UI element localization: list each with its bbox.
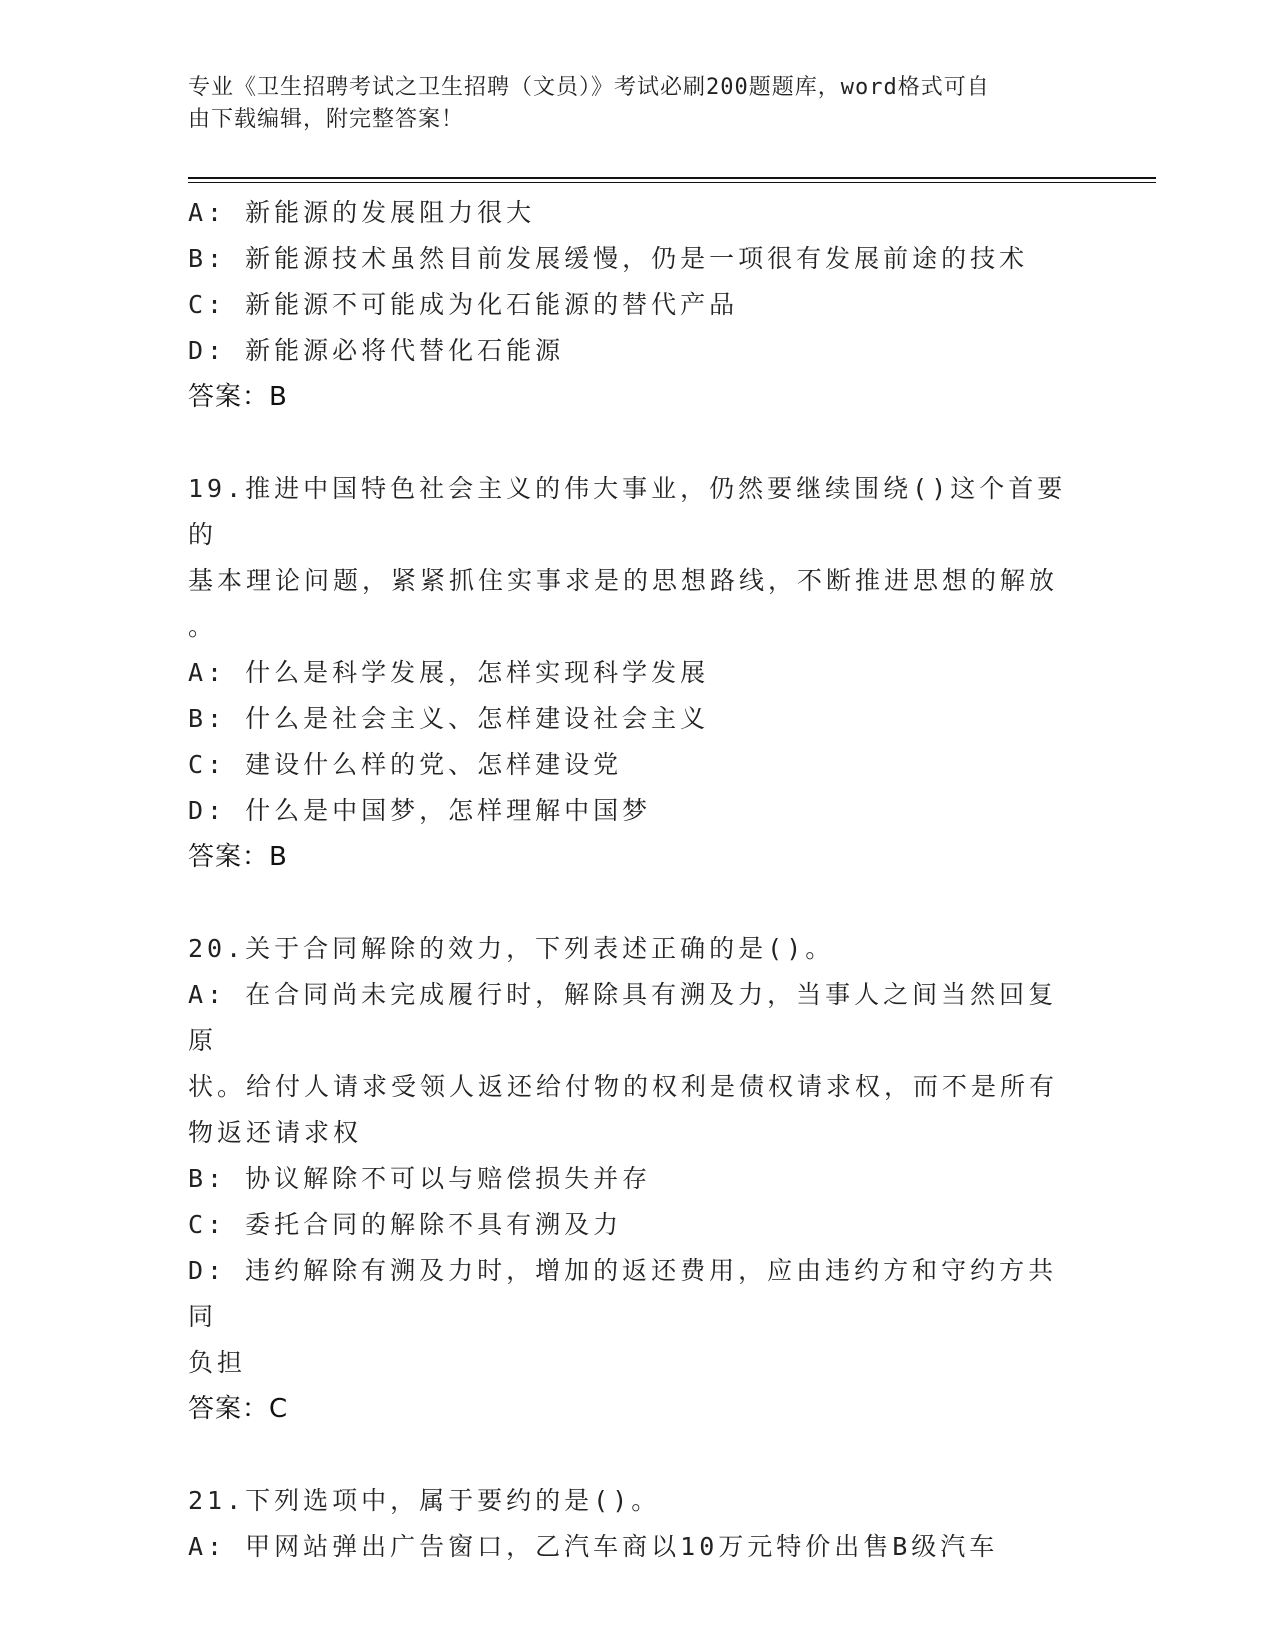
option-d-continued: 负担 xyxy=(188,1348,247,1377)
header-rule-thick xyxy=(188,177,1156,179)
option-d: D: 违约解除有溯及力时，增加的返还费用，应由违约方和守约方共同 xyxy=(188,1256,1058,1331)
option-d: D: 新能源必将代替化石能源 xyxy=(188,336,565,365)
spacer xyxy=(188,420,1078,466)
question-21 xyxy=(188,1478,1078,1570)
option-a: A: 在合同尚未完成履行时，解除具有溯及力，当事人之间当然回复原 xyxy=(188,980,1058,1055)
question-stem-line: 21.下列选项中，属于要约的是()。 xyxy=(188,1486,661,1515)
header-title-line-1: 专业《卫生招聘考试之卫生招聘（文员）》考试必刷200题题库，word格式可自 xyxy=(188,75,990,100)
option-c: C: 新能源不可能成为化石能源的替代产品 xyxy=(188,290,739,319)
question-19 xyxy=(188,466,1078,880)
spacer xyxy=(188,1432,1078,1478)
question-stem-line: 19.推进中国特色社会主义的伟大事业，仍然要继续围绕()这个首要的 xyxy=(188,474,1067,549)
question-20 xyxy=(188,926,1078,1432)
question-18-partial xyxy=(188,190,1078,420)
question-stem-line: 20.关于合同解除的效力，下列表述正确的是()。 xyxy=(188,934,835,963)
option-a: A: 新能源的发展阻力很大 xyxy=(188,198,536,227)
option-a: A: 什么是科学发展，怎样实现科学发展 xyxy=(188,658,710,687)
option-b: B: 什么是社会主义、怎样建设社会主义 xyxy=(188,704,710,733)
header-title-line-2: 由下载编辑，附完整答案！ xyxy=(188,107,465,132)
option-b: B: 协议解除不可以与赔偿损失并存 xyxy=(188,1164,652,1193)
header-rule-thin xyxy=(188,182,1156,183)
answer-line: 答案：B xyxy=(188,382,288,412)
document-header xyxy=(188,72,1068,136)
question-stem-line: 基本理论问题，紧紧抓住实事求是的思想路线，不断推进思想的解放 xyxy=(188,566,1059,595)
spacer xyxy=(188,880,1078,926)
option-c: C: 建设什么样的党、怎样建设党 xyxy=(188,750,623,779)
question-list xyxy=(188,190,1078,1570)
option-a-continued: 物返还请求权 xyxy=(188,1118,363,1147)
option-b: B: 新能源技术虽然目前发展缓慢，仍是一项很有发展前途的技术 xyxy=(188,244,1029,273)
option-d: D: 什么是中国梦，怎样理解中国梦 xyxy=(188,796,652,825)
question-stem-line: 。 xyxy=(188,612,218,641)
option-c: C: 委托合同的解除不具有溯及力 xyxy=(188,1210,623,1239)
answer-line: 答案：B xyxy=(188,842,288,872)
option-a-continued: 状。给付人请求受领人返还给付物的权利是债权请求权，而不是所有 xyxy=(188,1072,1059,1101)
answer-line: 答案：C xyxy=(188,1394,289,1424)
option-a: A: 甲网站弹出广告窗口，乙汽车商以10万元特价出售B级汽车 xyxy=(188,1532,999,1561)
